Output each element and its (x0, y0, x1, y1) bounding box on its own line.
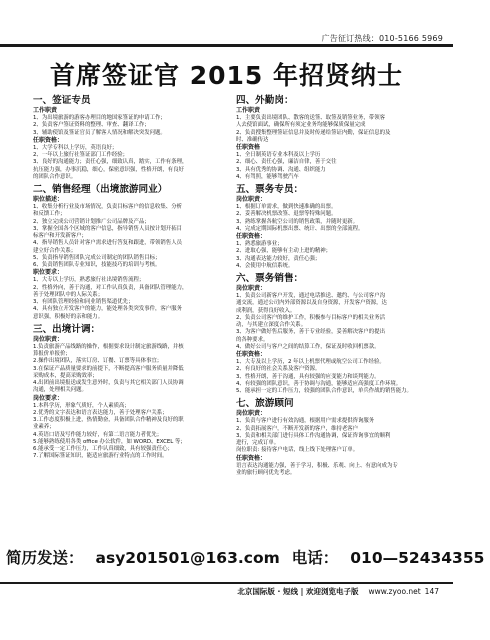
requirement-line: 2、妥善解决机票改签、退票等特殊问题。 (236, 211, 337, 218)
requirement-line: 时、准确传达 (236, 136, 269, 143)
header-bar (0, 0, 453, 42)
requirement-line: 1、全日制英语专业本科及以上学历 (236, 152, 321, 158)
top-rule (0, 44, 453, 47)
ad-hotline: 广告征订热线：010-5166 5969 (321, 34, 443, 43)
requirement-line: 3.工作态度积极上进，热情勤奋，具备团队合作精神及良好的职 (33, 417, 184, 423)
requirement-line: 抗压能力强，办事沉稳，细心，保密意识强，性格开朗，有良好 (33, 166, 184, 173)
requirement-line: 通交流，通过公司内外部资源以及自身资源，开发客户资源，达 (236, 300, 387, 307)
requirement-line: 1、负责与客户进行有效沟通，根据用户需求提供咨询服务 (236, 418, 375, 425)
resume-label: 简历发送： (6, 549, 84, 567)
section-heading: 三、出境计调： (33, 323, 101, 335)
subsection-label: 岗位职责： (236, 285, 267, 292)
subsection-label: 任职资格： (33, 136, 64, 144)
requirement-line: 采购成本，提高采购效率； (33, 372, 98, 379)
subsection-label: 职位描述： (33, 196, 64, 203)
requirement-line: 4.英语口语及写作能力较好，有第二语言能力者优先； (33, 431, 163, 438)
requirement-line: 1、熟悉旅游事业； (236, 241, 283, 247)
requirement-line: 岗位职责: 接待客户电话，线上线下处理客户订单。 (236, 447, 359, 454)
requirement-line: 3、掌握全国各个区域的客户信息，指导销售人员按计划开拓目 (33, 225, 182, 232)
requirement-line: 1、大学专科以上学历，英语良好； (33, 144, 118, 151)
requirement-line: 1.负责旅游产品线路的操作，根据要求设计制定旅游线路，并核 (33, 343, 184, 350)
phone-number: 010—52434355 (350, 549, 485, 567)
requirement-line: 沟通，处理相关问题。 (33, 387, 87, 394)
requirement-line: 2、负责公司客户的维护工作，积极参与目标客户的相关业务活 (236, 314, 385, 321)
requirement-line: 3、负责和相关部门进行具体工作沟通协调，保证咨询事宜的顺利 (236, 432, 391, 439)
requirement-line: 4、会使用中航信系统。 (236, 262, 294, 269)
left-column (33, 92, 221, 461)
requirement-line: 2.优秀的文字表达和语言表达能力，善于处理客户关系； (33, 409, 168, 416)
requirement-line: 1.本科学历，形象气质好，个人素质高； (33, 402, 130, 409)
requirement-line: 2、进取心强，能够有主动上进的精神； (236, 248, 332, 255)
requirement-line: 1、收集分析行业及市场情况，负责目标客户的信息收集、分析 (33, 204, 182, 210)
requirement-line: 4、完成定期国际机票出票、统计、出票的全部流程。 (236, 225, 364, 232)
requirement-line: 善于处理团队中的人际关系； (33, 291, 104, 298)
requirement-line: 1、大专及以上学历，2 年以上机票代理或航空公司工作经验。 (236, 359, 385, 365)
requirement-line: 3、熟练掌握各航空公司的销售政策，并随时更新。 (236, 218, 359, 225)
subsection-label: 任职资格 (236, 144, 261, 151)
requirement-line: 5.能够熟练使用各类 office 办公软件，如 WORD、EXCEL 等； (33, 438, 186, 445)
requirement-line: 语言表达沟通能力强，善于学习，积极、乐观、向上、有意向成为专 (236, 462, 398, 469)
requirement-line: 2、一年以上旅行社签证部门工作经验； (33, 152, 129, 158)
subsection-label: 岗位职责： (33, 335, 64, 343)
requirement-line: 和反馈工作； (33, 211, 66, 218)
subsection-label: 岗位职责： (236, 410, 267, 418)
requirement-line: 3.在保证产品质量要求的前提下，不断提高客户服务质量并降低 (33, 365, 184, 372)
subsection-label: 任职资格： (236, 233, 267, 240)
requirement-line: 2、性格外向，善于沟通，对工作认真负责，具备团队管理能力， (33, 284, 188, 291)
subsection-label: 工作职责 (33, 107, 58, 114)
requirement-line: 3、为客户做好售后服务，善于专业经验，妥善解决客户的提出 (236, 329, 385, 336)
section-heading: 二、销售经理（出境旅游同业） (33, 184, 168, 195)
requirement-line: 2、负责客户签证资料的整理、审查、翻译工作； (33, 122, 150, 129)
section-heading: 五、票务专员： (236, 184, 304, 195)
section-heading: 六、票务销售： (236, 273, 304, 284)
requirement-line: 2、负责搜集整理签证信息并及时传递给签证内勤，保证信息的及 (236, 129, 391, 136)
page-title: 首席签证官 2015 年招贤纳士 (50, 61, 403, 90)
publication-name: 北京国际版 · 短线 | 欢迎浏览电子版 (237, 587, 359, 596)
email-address[interactable]: asy201501@163.com (95, 549, 280, 567)
requirement-line: 意识强，积极好的亲和能力。 (33, 313, 104, 320)
requirement-line: 2.操作出境团队，落实订房、订餐、订票等具体事宜； (33, 358, 163, 365)
subsection-label: 岗位职责： (236, 196, 267, 203)
footer (237, 586, 439, 597)
requirement-line: 4、有驾照，能够驾驶汽车 (236, 173, 299, 180)
requirement-line: 2、细心、责任心强，廉洁自律，善于交往 (236, 159, 337, 166)
right-column (236, 92, 422, 477)
requirement-line: 2、负责拓展客户，不断开发新的客户，维持老客户 (236, 425, 359, 432)
section-heading: 一、签证专员 (33, 95, 91, 106)
requirement-line: 1、根据订单需求，做到快速准确的出票。 (236, 204, 337, 210)
contact-line (0, 546, 485, 568)
requirement-line: 业的旅行顾问优先考虑。 (236, 469, 296, 476)
requirement-line: 4、有较强的团队意识，善于协调与沟通，能够适应高强度工作环境。 (236, 380, 402, 387)
section-heading: 七、旅游顾问 (236, 398, 294, 410)
page-number: 147 (424, 587, 439, 596)
requirement-line: 3、沟通表达能力较好，责任心强； (236, 255, 321, 262)
website-link[interactable]: www.zyoo.net (368, 587, 421, 596)
requirement-line: 的团队合作意识。 (33, 173, 77, 180)
requirement-line: 成利润，获得良好收入。 (236, 307, 296, 314)
requirement-line: 3、辅助使馆及签证官员了解客人情况和解决突发问题。 (33, 129, 166, 136)
requirement-line: 3、有团队管理经验和同业销售渠道优先； (33, 299, 134, 305)
requirement-line: 5、能承担一定的工作压力，较强的团队合作意识，单兵作战的销售能力。 (236, 388, 412, 394)
section-heading: 四、外勤岗： (236, 95, 294, 106)
requirement-line: 人去使馆面试，确保所有须定业务均能够保质保量完成 (236, 122, 366, 129)
requirement-line: 1、主要负责出境团队、散客的送签、取签及销签业务，带领客 (236, 115, 385, 121)
requirement-line: 2、有良好的社会关系及客户资源。 (236, 366, 321, 373)
requirement-line: 4、具有独立开发客户的能力，能处理各类突发事件，客户服务 (33, 306, 182, 313)
requirement-line: 4.出团前出境报送或发生意外时，负责与其它相关部门人员协调 (33, 380, 184, 386)
requirement-line: 6.能承受一定工作压力，工作认真细致，具有较强责任心； (33, 446, 173, 452)
requirement-line: 4、做好公司与客户之间的结算工作，保证及时收回机票款。 (236, 343, 380, 350)
subsection-label: 岗位要求： (33, 394, 64, 402)
bottom-rule (0, 582, 453, 584)
requirement-line: 3、具有优秀的协调、沟通、组织能力 (236, 166, 326, 173)
requirement-line: 动，与其建立深度合作关系。 (236, 322, 307, 328)
requirement-line: 2、独立完成公司营销计划推广公司品牌及产品； (33, 218, 150, 225)
requirement-line: 的各种要求。 (236, 336, 269, 343)
requirement-line: 业素养； (33, 424, 55, 431)
subsection-label: 任职资格： (236, 351, 267, 358)
requirement-line: 算报价单报价； (33, 351, 71, 357)
requirement-line: 标客户和开发新客户； (33, 233, 87, 239)
requirement-line: 1、大专以上学历，熟悉旅行社出境销售流程； (33, 277, 145, 284)
requirement-line: 5、负责指导销售团队完成公司制定的团队销售目标； (33, 254, 161, 261)
subsection-label: 职位要求： (33, 269, 64, 277)
requirement-line: 6、负责销售团队专业知识，技能技巧的培训与考核。 (33, 262, 161, 268)
requirement-line: 建立好合作关系； (33, 247, 77, 254)
requirement-line: 3、性格开朗，善于沟通，具有较强的应变能力和谈判能力。 (236, 373, 380, 380)
requirement-line: 1、负责公司新客户开发，通过电话推送、邀约、与公司客户沟 (236, 293, 385, 299)
requirement-line: 7.了解国际签证知识，能适应旅游行业特点的工作时间。 (33, 453, 168, 460)
requirement-line: 1、为出境旅游的游客办理目的地国家签证的申请工作； (33, 115, 166, 121)
requirement-line: 3、良好的沟通能力；责任心强，细致认真，踏实，工作有条理， (33, 159, 188, 166)
subsection-label: 工作职责 (236, 107, 261, 114)
requirement-line: 进行，完成订单。 (236, 440, 280, 446)
phone-label: 电话： (291, 549, 339, 567)
subsection-label: 任职资格： (236, 454, 267, 462)
requirement-line: 4、指导销售人员针对客户需求进行答复和跟进，带领销售人员 (33, 240, 182, 247)
